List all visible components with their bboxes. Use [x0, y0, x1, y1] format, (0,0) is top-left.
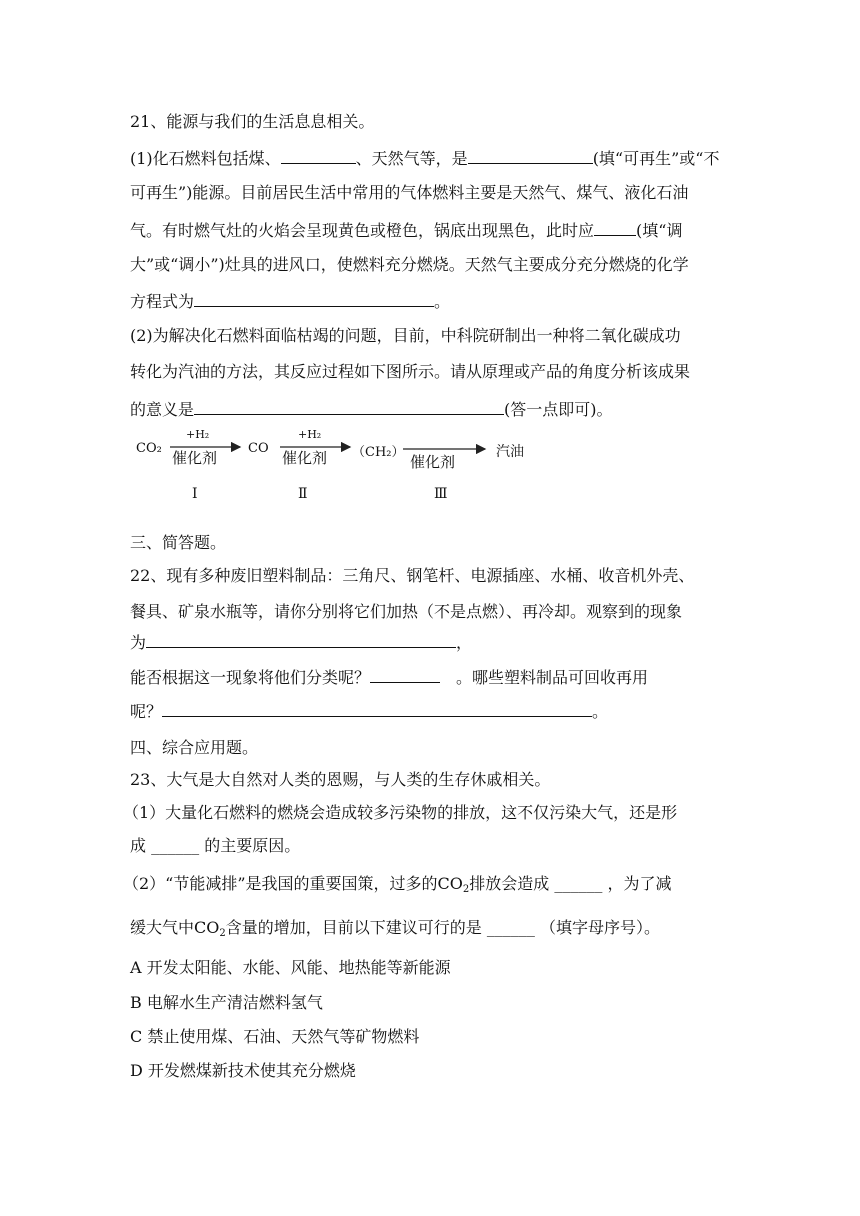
catalyst-label: 催化剂 — [410, 453, 456, 471]
section-heading: 四、综合应用题。 — [130, 738, 259, 757]
step-label: Ⅰ — [192, 486, 198, 502]
q21-line7: 转化为汽油的方法，其反应过程如下图所示。请从原理或产品的角度分析该成果 — [130, 362, 691, 381]
q21-text: (填“调 — [636, 221, 683, 240]
catalyst-label: 催化剂 — [172, 449, 218, 467]
q23-text: （填字母序号）。 — [539, 918, 660, 937]
q22-line2: 餐具、矿泉水瓶等，请你分别将它们加热（不是点燃）、再冷却。观察到的现象 — [130, 602, 683, 621]
q23-text: ，为了减 — [607, 874, 672, 893]
q23-text: 缓大气中CO — [130, 918, 220, 937]
q23-text: （2）“节能减排”是我国的重要国策，过多的CO — [123, 874, 463, 893]
q22-text: 。哪些塑料制品可回收再用 — [456, 668, 649, 687]
q21-text: 、天然气等，是 — [355, 149, 468, 168]
catalyst-label: 催化剂 — [282, 449, 328, 467]
answer-blank[interactable] — [194, 398, 504, 415]
answer-blank[interactable]: ______ — [151, 836, 200, 855]
q23-title: 23、大气是大自然对人类的恩赐，与人类的生存休戚相关。 — [130, 770, 551, 789]
gasoline-label: 汽油 — [496, 444, 524, 460]
q21-title: 21、能源与我们的生活息息相关。 — [130, 112, 375, 131]
q22-line5 — [130, 700, 740, 722]
q23-text: 排放会造成 — [469, 874, 550, 893]
q23-text: 的主要原因。 — [204, 836, 301, 855]
q22-text: 呢？ — [130, 702, 163, 721]
co2-label: CO₂ — [136, 441, 162, 456]
option-a: A 开发太阳能、水能、风能、地热能等新能源 — [130, 958, 451, 977]
q22-text: 。 — [592, 702, 609, 721]
q23-p2-line1 — [123, 874, 733, 894]
q21-line3 — [130, 219, 740, 241]
subscript: 2 — [219, 928, 226, 939]
step-label: Ⅱ — [298, 486, 308, 502]
q21-line5 — [130, 290, 740, 312]
answer-blank[interactable]: ______ — [554, 874, 603, 893]
section-heading: 三、简答题。 — [130, 533, 227, 552]
option-c: C 禁止使用煤、石油、天然气等矿物燃料 — [130, 1027, 420, 1046]
ch2-label: （CH₂） — [352, 445, 405, 460]
q21-line2: 可再生”)能源。目前居民生活中常用的气体燃料主要是天然气、煤气、液化石油 — [130, 183, 689, 202]
h2-label: +H₂ — [186, 428, 210, 441]
q23-p1-line1: （1）大量化石燃料的燃烧会造成较多污染物的排放，这不仅污染大气，还是形 — [123, 803, 678, 822]
answer-blank[interactable] — [194, 290, 434, 307]
answer-blank[interactable] — [281, 147, 356, 164]
q21-line6: (2)为解决化石燃料面临枯竭的问题，目前，中科院研制出一种将二氧化碳成功 — [130, 326, 681, 345]
reaction-diagram — [130, 420, 550, 510]
q22-text: ， — [456, 633, 473, 652]
answer-blank[interactable]: ______ — [486, 918, 535, 937]
answer-blank[interactable] — [146, 631, 456, 648]
q23-p2-line2 — [130, 918, 740, 938]
q21-line1 — [130, 147, 740, 169]
subscript: 2 — [462, 884, 470, 895]
q21-text: (1)化石燃料包括煤、 — [130, 149, 281, 168]
q21-text: 的意义是 — [130, 400, 195, 419]
h2-label: +H₂ — [298, 428, 322, 441]
option-b: B 电解水生产清洁燃料氢气 — [130, 993, 323, 1012]
co-label: CO — [248, 441, 269, 456]
answer-blank[interactable] — [370, 666, 440, 683]
q23-text: 成 — [130, 836, 147, 855]
q21-line4: 大”或“调小”)灶具的进风口，使燃料充分燃烧。天然气主要成分充分燃烧的化学 — [130, 255, 689, 274]
q22-text: 能否根据这一现象将他们分类呢？ — [130, 668, 371, 687]
q21-line8 — [130, 398, 740, 420]
q21-text: (答一点即可)。 — [504, 400, 613, 419]
q23-text: 含量的增加，目前以下建议可行的是 — [225, 918, 482, 937]
answer-blank[interactable] — [594, 219, 636, 236]
q21-text: 。 — [434, 292, 451, 311]
step-label: Ⅲ — [434, 486, 448, 502]
q21-text: 气。有时燃气灶的火焰会呈现黄色或橙色，锅底出现黑色，此时应 — [130, 221, 595, 240]
option-d: D 开发燃煤新技术使其充分燃烧 — [130, 1061, 356, 1080]
q22-line4 — [130, 666, 740, 688]
answer-blank[interactable] — [468, 147, 593, 164]
q22-line3 — [130, 631, 740, 653]
q22-line1: 22、现有多种废旧塑料制品：三角尺、钢笔杆、电源插座、水桶、收音机外壳、 — [130, 566, 695, 585]
answer-blank[interactable] — [162, 700, 592, 717]
q22-text: 为 — [130, 633, 147, 652]
q21-text: (填“可再生”或“不 — [592, 149, 720, 168]
q21-text: 方程式为 — [130, 292, 195, 311]
q23-p1-line2 — [130, 836, 740, 856]
